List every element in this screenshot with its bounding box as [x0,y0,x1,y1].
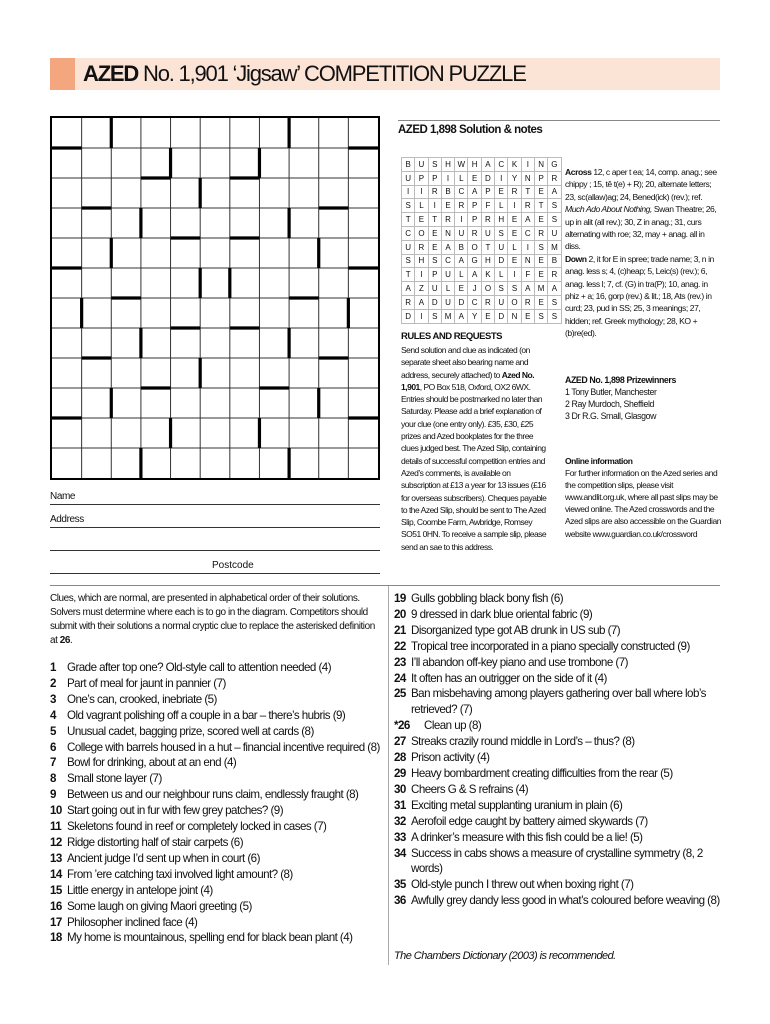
clue-item [394,814,720,830]
clue-text: Aerofoil edge caught by battery aimed skywards (7) [411,814,648,828]
clue-item [394,893,720,909]
clue-text: Exciting metal supplanting uranium in plain (6) [411,798,623,812]
clue-item [394,798,720,814]
clue-item [50,803,380,819]
solution-cell: R [468,226,481,240]
solution-cell: T [534,199,547,213]
solution-cell: A [415,295,428,309]
clue-item [394,623,720,639]
name-label: Name [50,491,76,502]
solution-cell: H [495,213,508,227]
clue-number: 20 [394,607,406,621]
solution-cell: I [508,268,521,282]
clue-text: One’s can, crooked, inebriate (5) [67,692,217,706]
solution-cell: F [481,199,494,213]
solution-cell: U [402,240,415,254]
clue-item [50,883,380,899]
solution-cell: A [468,185,481,199]
solution-cell: P [468,213,481,227]
clue-number: 15 [50,883,62,897]
solution-cell: B [455,240,468,254]
solution-row [402,226,562,240]
clue-item [50,930,380,946]
solution-cell: H [415,254,428,268]
solution-cell: E [481,309,494,323]
solution-cell: L [455,268,468,282]
solution-grid [401,157,562,324]
clue-item [50,676,380,692]
solution-row [402,240,562,254]
solution-cell: A [455,254,468,268]
solution-cell: P [481,185,494,199]
solution-cell: C [455,185,468,199]
solution-cell: I [441,171,454,185]
solution-cell: R [521,295,534,309]
clue-number: 27 [394,735,406,749]
solution-cell: C [521,226,534,240]
clue-item [50,899,380,915]
clue-item [50,755,380,771]
clue-text: Small stone layer (7) [67,772,162,786]
solution-cell: K [481,268,494,282]
solution-cell: R [548,171,561,185]
solution-cell: T [521,185,534,199]
solution-cell: S [402,254,415,268]
clue-text: Streaks crazily round middle in Lord’s – thus? (8) [411,735,635,749]
clue-item [50,867,380,883]
solution-cell: S [495,282,508,296]
clue-item [394,877,720,893]
clue-number: 9 [50,788,56,802]
clue-item [50,915,380,931]
clue-item [50,740,380,756]
solution-cell: B [441,185,454,199]
solution-cell: L [455,171,468,185]
clue-number: 34 [394,846,406,860]
solution-cell: M [441,309,454,323]
solution-row [402,171,562,185]
solution-cell: L [441,282,454,296]
address-label: Address [50,514,84,525]
clue-number: 1 [50,661,56,674]
clue-text: Tropical tree incorporated in a piano specially constructed (9) [411,639,690,653]
clue-text: From ’ere catching taxi involved light amount? (8) [67,867,293,881]
solution-cell: E [534,185,547,199]
solution-cell: P [415,171,428,185]
clue-text: Skeletons found in reef or completely locked in cases (7) [67,820,327,834]
postcode-label: Postcode [212,560,254,571]
solution-cell: E [508,254,521,268]
solution-cell: B [402,158,415,172]
solution-cell: N [508,309,521,323]
solution-cell: U [455,226,468,240]
solution-cell: C [441,254,454,268]
clue-item [394,639,720,655]
solution-cell: I [415,268,428,282]
clue-number: 28 [394,751,406,765]
clue-number: *26 [394,719,410,733]
solution-cell: O [508,295,521,309]
solution-cell: P [428,171,441,185]
solution-cell: N [521,171,534,185]
solution-cell: T [481,240,494,254]
solution-cell: O [468,240,481,254]
clue-text: Unusual cadet, bagging prize, scored well at cards (8) [67,724,314,738]
clue-item [394,766,720,782]
solution-cell: A [548,185,561,199]
clue-item [394,734,720,750]
clue-intro: Clues, which are normal, are presented in alphabetical order of their solutions. Solvers must determine where each is to go in the diagram. Competitors should submit with their solutions a normal cryptic clue to replace the asterisked definition at 26. [50,593,375,646]
solution-cell: D [402,309,415,323]
clue-text: Prison activity (4) [411,751,490,765]
prizewinners: AZED No. 1,898 Prizewinners 1 Tony Butler, Manchester 2 Ray Murdoch, Sheffield 3 Dr R.G. Small, Glasgow [565,375,676,421]
solution-cell: S [534,240,547,254]
clue-text: A drinker’s measure with this fish could be a lie! (5) [411,830,643,844]
clue-item [394,671,720,687]
solution-cell: C [495,158,508,172]
solution-cell: U [481,226,494,240]
clue-number: 32 [394,814,406,828]
clue-text: Grade after top one? Old-style call to attention needed (4) [67,661,332,674]
clue-text: Part of meal for jaunt in pannier (7) [67,676,226,690]
solution-cell: E [508,226,521,240]
section-divider [50,585,720,586]
solution-row [402,254,562,268]
clue-text: Gulls gobbling black bony fish (6) [411,592,564,605]
solution-cell: Z [415,282,428,296]
clue-text: Awfully grey dandy less good in what’s coloured before weaving (8) [411,894,720,908]
solution-row [402,295,562,309]
solution-cell: I [402,185,415,199]
clue-text: Heavy bombardment creating difficulties from the rear (5) [411,766,673,780]
solution-cell: I [495,171,508,185]
solution-cell: N [441,226,454,240]
clue-number: 6 [50,740,56,754]
solution-cell: E [415,213,428,227]
solution-cell: E [455,282,468,296]
solution-cell: R [481,295,494,309]
solution-cell: N [521,254,534,268]
solution-cell: U [548,226,561,240]
solution-cell: I [415,309,428,323]
solution-cell: N [534,158,547,172]
rules-heading: RULES AND REQUESTS [401,331,502,342]
solution-cell: R [415,240,428,254]
solution-cell: R [402,295,415,309]
solution-cell: P [428,268,441,282]
solution-cell: S [548,309,561,323]
clue-item [50,692,380,708]
solution-heading: AZED 1,898 Solution & notes [398,120,720,136]
clue-text: My home is mountainous, spelling end for black bean plant (4) [67,931,353,945]
name-line[interactable] [50,504,380,505]
solution-cell: S [508,282,521,296]
clue-number: 30 [394,782,406,796]
solution-cell: S [548,213,561,227]
address-line-2[interactable] [50,550,380,551]
solution-cell: R [428,185,441,199]
clue-number: 25 [394,687,406,701]
solution-cell: J [468,282,481,296]
solution-cell: I [455,213,468,227]
solution-cell: U [428,282,441,296]
solution-cell: E [468,171,481,185]
clue-text: I’ll abandon off-key piano and use trombone (7) [411,655,628,669]
clue-item [394,782,720,798]
solution-cell: A [441,240,454,254]
solution-cell: R [481,213,494,227]
clue-number: 10 [50,804,62,818]
clue-item [394,686,720,718]
solution-cell: E [521,309,534,323]
clue-text: Old-style punch I threw out when boxing right (7) [411,878,634,892]
solution-cell: A [548,282,561,296]
title-accent-block [50,58,75,90]
clue-number: 35 [394,878,406,892]
solution-cell: D [495,309,508,323]
clue-text: Little energy in antelope joint (4) [67,883,213,897]
solution-cell: L [508,240,521,254]
solution-cell: C [402,226,415,240]
clue-item [394,846,720,878]
solution-cell: R [455,199,468,213]
clue-number: 36 [394,894,406,908]
clue-text: Old vagrant polishing off a couple in a bar – there’s hubris (9) [67,708,346,722]
solution-cell: R [441,213,454,227]
clue-number: 11 [50,820,62,834]
solution-cell: E [534,295,547,309]
clue-item [50,835,380,851]
solution-cell: S [548,295,561,309]
clue-item [394,655,720,671]
solution-row [402,268,562,282]
clue-item [50,771,380,787]
solution-cell: H [481,254,494,268]
clue-number: 16 [50,899,62,913]
solution-cell: S [428,158,441,172]
solution-row [402,199,562,213]
clue-number: 21 [394,623,406,637]
puzzle-grid-lines [52,118,378,478]
solution-row [402,158,562,172]
clue-number: 4 [50,708,56,722]
solution-cell: E [508,213,521,227]
rules-text: Send solution and clue as indicated (on separate sheet also bearing name and address, securely attached) to Azed No. 1,901, PO Box 518, Oxford, OX2 6WX. Entries should be postmarked no later than Saturday. Please add a brief explanation of your clue (one entry only). £35, £30, £25 prizes and Azed bookplates for the three clues judged best. The Azed Slip, containing details of successful competition entries and Azed’s comments, is available on subscription at £13 a year for 13 issues (£16 for overseas subscribers). Cheques payable to the Azed Slip, should be sent to The Azed Slip, Coombe Farm, Awbridge, Romsey SO51 0HN. To receive a sample slip, please send an sae to this address. [401,345,547,552]
solution-cell: E [534,213,547,227]
clue-text: Some laugh on giving Maori greeting (5) [67,899,252,913]
solution-cell: L [495,199,508,213]
solution-cell: U [495,295,508,309]
postcode-line[interactable] [50,573,380,574]
solution-cell: M [548,240,561,254]
solution-cell: C [468,295,481,309]
clue-number: 19 [394,592,406,605]
clue-text: Success in cabs shows a measure of crystalline symmetry (8, 2 words) [411,846,703,876]
solution-cell: Y [508,171,521,185]
solution-cell: U [441,295,454,309]
solution-row [402,213,562,227]
solution-cell: Y [468,309,481,323]
clue-text: College with barrels housed in a hut – financial incentive required (8) [67,740,380,754]
solution-cell: H [468,158,481,172]
solution-cell: A [402,282,415,296]
solution-cell: R [548,268,561,282]
solution-cell: D [428,295,441,309]
solution-cell: T [402,213,415,227]
clue-item [50,660,380,676]
solution-cell: D [495,254,508,268]
solution-cell: S [534,309,547,323]
solution-cell: A [481,158,494,172]
solution-row [402,282,562,296]
solution-cell: I [521,158,534,172]
solution-cell: R [508,185,521,199]
solution-cell: S [402,199,415,213]
clue-number: 29 [394,766,406,780]
clue-number: 31 [394,798,406,812]
clue-number: 18 [50,931,62,945]
clue-item [394,830,720,846]
clue-number: 24 [394,671,406,685]
title-banner [50,58,720,90]
solution-cell: P [534,171,547,185]
solution-cell: L [495,268,508,282]
solution-cell: I [415,185,428,199]
clue-list-right [394,591,720,909]
solution-cell: I [508,199,521,213]
solution-cell: F [521,268,534,282]
clue-text: Ridge distorting half of stair carpets (6) [67,835,244,849]
solution-cell: O [481,282,494,296]
solution-cell: M [534,282,547,296]
solution-cell: E [428,226,441,240]
solution-cell: T [428,213,441,227]
clue-text: Ancient judge I’d sent up when in court (6) [67,851,260,865]
solution-cell: S [428,254,441,268]
clue-number: 3 [50,692,56,706]
clue-item [50,787,380,803]
clue-text: Philosopher inclined face (4) [67,915,198,929]
solution-cell: T [402,268,415,282]
solution-cell: E [534,268,547,282]
address-line[interactable] [50,527,380,528]
solution-cell: U [415,158,428,172]
solution-cell: K [508,158,521,172]
dictionary-footnote: The Chambers Dictionary (2003) is recommended. [394,950,616,962]
solution-cell: G [548,158,561,172]
solution-cell: B [548,254,561,268]
column-divider [388,585,389,965]
solution-cell: S [548,199,561,213]
clue-item [394,607,720,623]
clue-number: 12 [50,835,62,849]
clue-number: 7 [50,756,56,770]
clue-number: 2 [50,676,56,690]
clue-item [50,708,380,724]
solution-cell: D [455,295,468,309]
solution-cell: L [415,199,428,213]
solution-cell: E [495,185,508,199]
clue-number: 23 [394,655,406,669]
solution-cell: E [534,254,547,268]
clue-number: 8 [50,772,56,786]
solution-cell: E [428,240,441,254]
clue-item [50,851,380,867]
clue-number: 14 [50,867,62,881]
solution-cell: R [521,199,534,213]
clue-text: Ban misbehaving among players gathering over ball where lob’s retrieved? (7) [411,687,706,717]
online-information: Online information For further information on the Azed series and the competition slips, please visit www.andlit.org.uk, where all past slips may be viewed online. The Azed crosswords and the Azed slips are also accessible on the Guardian website www.guardian.co.uk/crossword [565,456,722,539]
clue-text: Clean up (8) [424,719,482,733]
solution-cell: A [455,309,468,323]
puzzle-grid[interactable] [50,116,380,480]
solution-notes: Across 12, c aper t ea; 14, comp. anag.; see chippy ; 15, tê t(e) + R); 20, alternate letters; 23, sc(allaw)ag; 24, Bened(ick) (rev.); ref. Much Ado About Nothing, Swan Theatre; 26, up in alit (all rev.); 30, Z in anag.; 31, curs alternating with roe; 32, may + anag. all in diss. Down 2, it for E in spree; trade name; 3, n in anag. less s; 4, (c)heap; 5, Leic(s) (rev.); 6, anag. less l; 7, cf. (G) in tra(P); 10, anag. in phiz + a; 16, gorp (rev.) & lit.; 18, Ats (rev.) in curd; 23, pud in SS; 25, 3 meanings; 27, hidden; ref. Greek mythology; 28, KO + (b)re(ed). [565,167,717,339]
clue-number: 33 [394,830,406,844]
solution-cell: U [402,171,415,185]
solution-cell: A [521,213,534,227]
solution-cell: W [455,158,468,172]
solution-row [402,309,562,323]
clue-text: It often has an outrigger on the side of it (4) [411,671,607,685]
solution-cell: I [521,240,534,254]
clue-list-left [50,660,380,946]
clue-text: Start going out in fur with few grey patches? (9) [67,804,283,818]
solution-cell: D [481,171,494,185]
solution-cell: U [441,268,454,282]
solution-cell: A [521,282,534,296]
solution-cell: S [428,309,441,323]
clue-item [50,724,380,740]
clue-number: 13 [50,851,62,865]
clue-text: Disorganized type got AB drunk in US sub (7) [411,623,621,637]
solution-cell: E [441,199,454,213]
clue-item [394,591,720,607]
clue-text: 9 dressed in dark blue oriental fabric (9) [411,607,593,621]
clue-number: 17 [50,915,62,929]
solution-cell: O [415,226,428,240]
solution-cell: P [468,199,481,213]
solution-row [402,185,562,199]
clue-item [394,750,720,766]
solution-cell: H [441,158,454,172]
clue-text: Bowl for drinking, about at an end (4) [67,756,237,770]
solution-cell: G [468,254,481,268]
clue-number: 22 [394,639,406,653]
solution-cell: I [428,199,441,213]
page-title: AZED No. 1,901 ‘Jigsaw’ COMPETITION PUZZLE [83,61,526,86]
solution-cell: S [495,226,508,240]
clue-number: 5 [50,724,56,738]
solution-cell: U [495,240,508,254]
clue-item [50,819,380,835]
solution-cell: R [534,226,547,240]
clue-text: Cheers G & S refrains (4) [411,782,529,796]
clue-text: Between us and our neighbour runs claim, endlessly fraught (8) [67,788,359,802]
solution-cell: A [468,268,481,282]
clue-item [394,718,720,734]
